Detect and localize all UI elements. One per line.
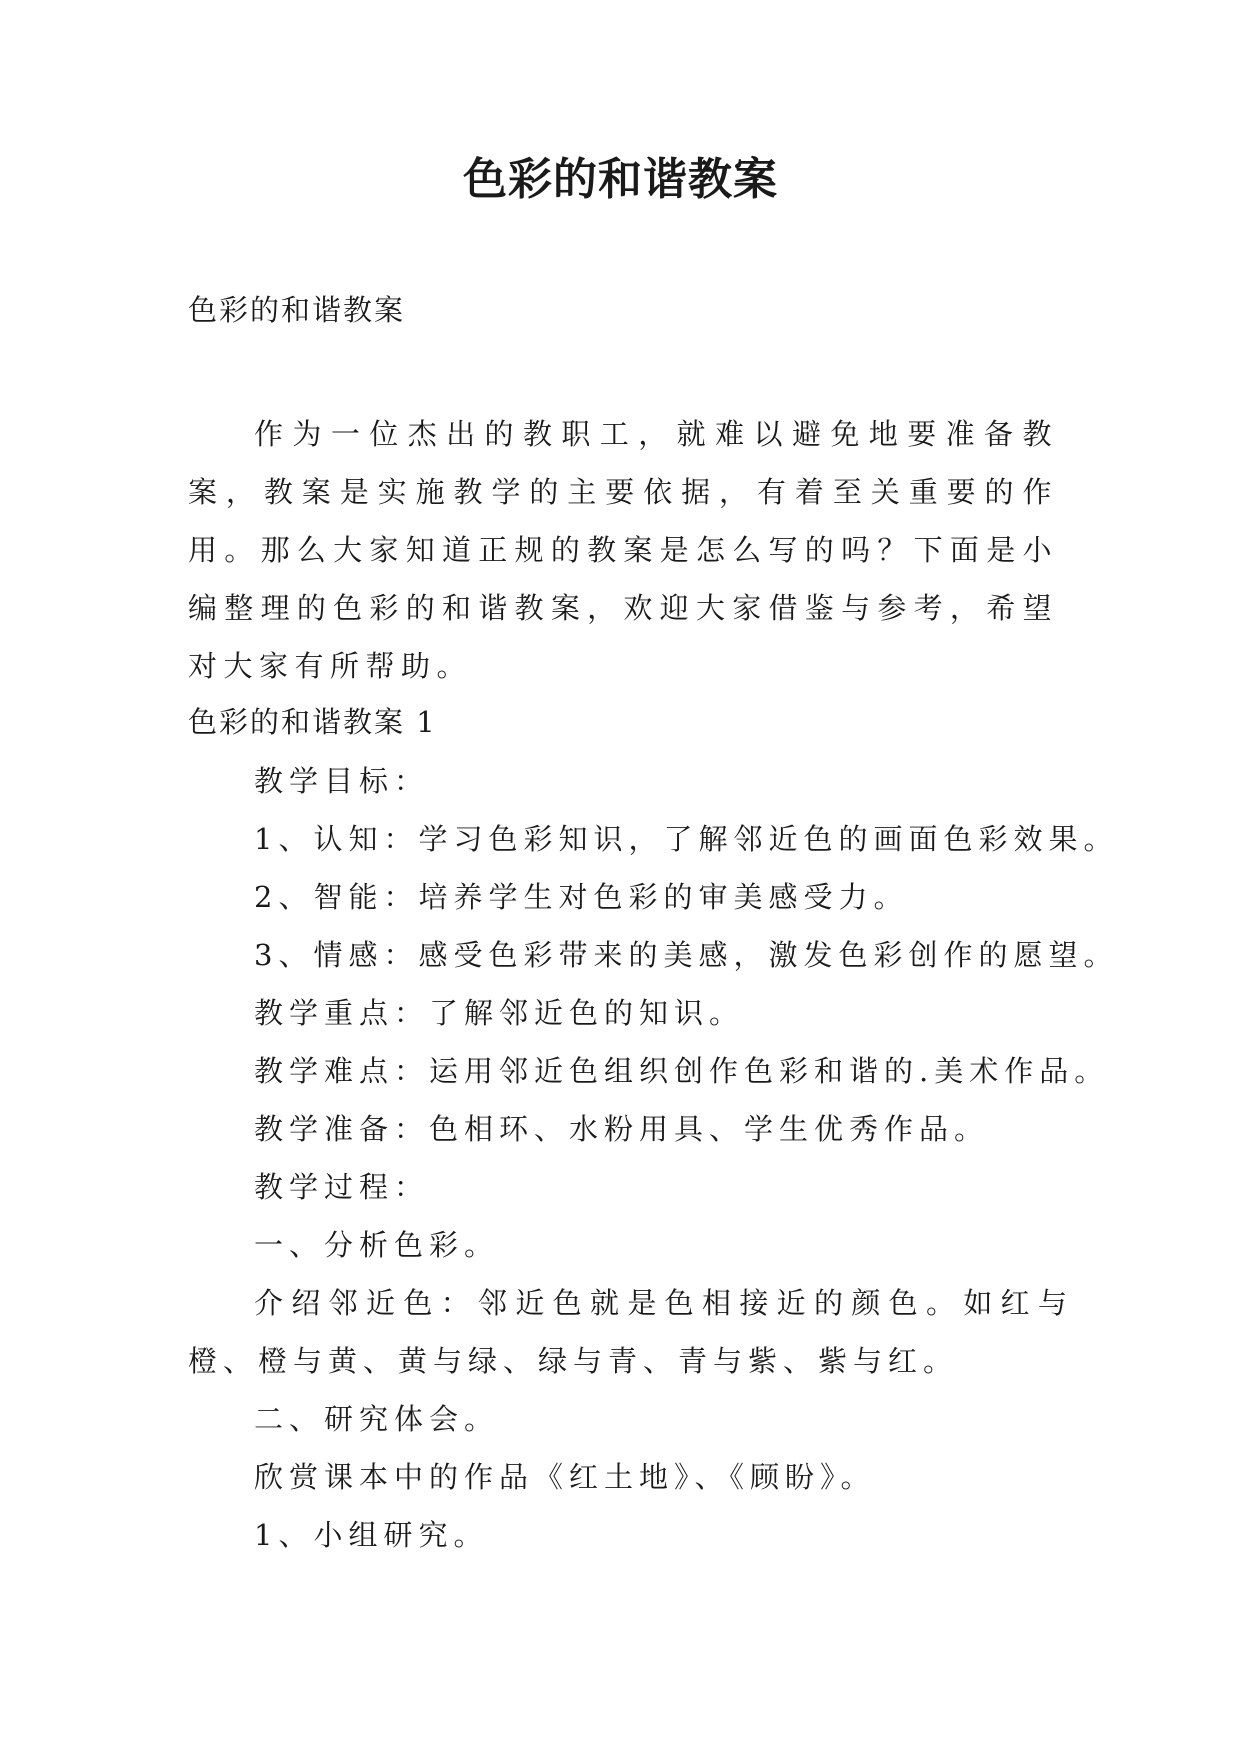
teaching-goals-heading: 教学目标： [254, 764, 430, 798]
section-heading: 色彩的和谐教案 1 [188, 705, 437, 739]
teaching-preparation: 教学准备：色相环、水粉用具、学生优秀作品。 [254, 1112, 990, 1146]
step-one-heading: 一、分析色彩。 [254, 1228, 500, 1262]
goal-cognition: 1、认知：学习色彩知识，了解邻近色的画面色彩效果。 [254, 822, 1119, 856]
goal-ability: 2、智能：培养学生对色彩的审美感受力。 [254, 880, 909, 914]
goal-emotion: 3、情感：感受色彩带来的美感，激发色彩创作的愿望。 [254, 938, 1119, 972]
teaching-process-heading: 教学过程： [254, 1170, 430, 1204]
document-subtitle: 色彩的和谐教案 [188, 293, 406, 327]
adjacent-colors-paragraph: 介绍邻近色：邻近色就是色相接近的颜色。如红与橙、橙与黄、黄与绿、绿与青、青与紫、紫与红。 [188, 1286, 1073, 1378]
page-title: 色彩的和谐教案 [463, 154, 778, 205]
lesson-body [188, 752, 1119, 1564]
appreciation-line: 欣赏课本中的作品《红土地》、《顾盼》。 [254, 1460, 876, 1494]
intro-paragraph: 作为一位杰出的教职工，就难以避免地要准备教案，教案是实施教学的主要依据，有着至关重要的作用。那么大家知道正规的教案是怎么写的吗？下面是小编整理的色彩的和谐教案，欢迎大家借鉴与参考，希望对大家有所帮助。 [188, 417, 1058, 683]
group-study-line: 1、小组研究。 [254, 1518, 489, 1552]
teaching-focus: 教学重点：了解邻近色的知识。 [254, 996, 745, 1030]
teaching-difficulty: 教学难点：运用邻近色组织创作色彩和谐的.美术作品。 [254, 1054, 1110, 1088]
step-two-heading: 二、研究体会。 [254, 1402, 500, 1436]
